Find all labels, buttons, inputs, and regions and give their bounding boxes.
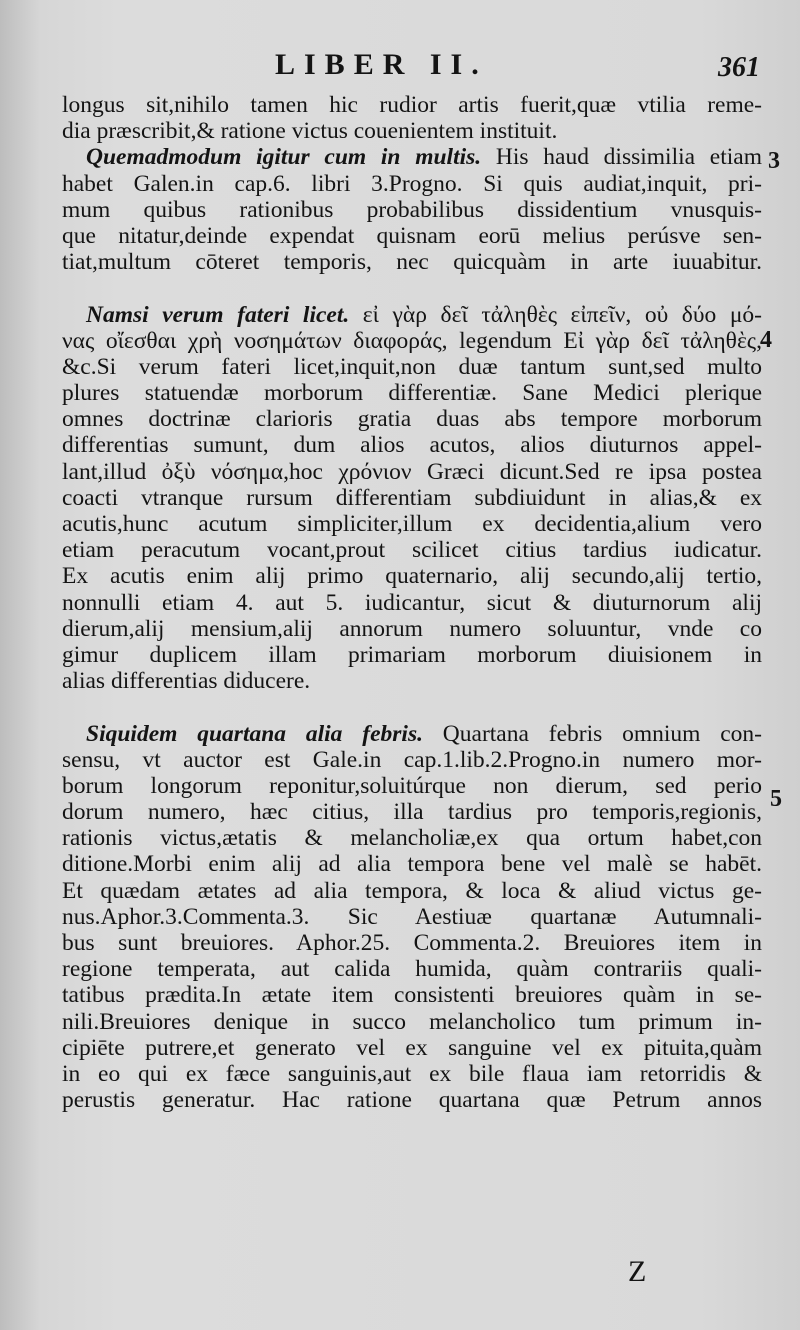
text-line: ditione.Morbi enim alij ad alia tempora bene vel malè se habēt. [62,851,762,878]
text-line: Et quædam ætates ad alia tempora, & loca & aliud victus ge- [62,877,762,904]
text-span: His haud dissimilia etiam [481,144,762,171]
text-line: &c.Si verum fateri licet,inquit,non duæ tantum sunt,sed multo [62,353,762,380]
text-line [62,144,762,170]
text-span: εἰ γὰρ δεῖ τἀληθὲς εἰπεῖν, οὐ δύο μό- [349,301,762,328]
text-line: Ex acutis enim alij primo quaternario, alij secundo,alij tertio, [62,563,762,590]
paragraph-gap [62,275,762,301]
text-line: perustis generatur. Hac ratione quartana quæ Petrum annos [62,1087,762,1114]
marginal-number: 4 [760,327,772,353]
text-line: bus sunt breuiores. Aphor.25. Commenta.2. Breuiores item in [62,930,762,956]
text-line: lant,illud ὀξὺ νόσημα,hoc χρόνιον Græci dicunt.Sed re ipsa postea [62,458,762,485]
marginal-number: 3 [768,148,780,174]
running-title: LIBER II. [275,48,488,81]
text-line: in eo qui ex fæce sanguinis,aut ex bile flaua iam retorridis & [62,1060,762,1087]
text-line: habet Galen.in cap.6. libri 3.Progno. Si quis audiat,inquit, pri- [62,170,762,197]
page-number: 361 [718,52,760,83]
text-line: omnes doctrinæ clarioris gratia duas abs tempore morborum [62,406,762,433]
body-text [62,92,762,1113]
text-line [62,302,762,328]
text-line: acutis,hunc acutum simpliciter,illum ex decidentia,alium vero [62,511,762,537]
lemma: Namsi verum fateri licet. [86,301,350,328]
text-line: nili.Breuiores denique in succo melancholico tum primum in- [62,1008,762,1035]
text-line: regione temperata, aut calida humida, quàm contrariis quali- [62,956,762,983]
text-line [62,721,762,747]
text-line: alias differentias diducere. [62,668,311,695]
text-line: νας οἴεσθαι χρὴ νοσημάτων διαφοράς, legendum Εἰ γὰρ δεῖ τἀληθὲς, [62,327,762,354]
text-line: cipiēte putrere,et generato vel ex sanguine vel ex pituita,quàm [62,1034,762,1061]
text-line: etiam peracutum vocant,prout scilicet citius tardius iudicatur. [62,537,762,564]
marginal-number: 5 [770,786,782,812]
text-line: sensu, vt auctor est Gale.in cap.1.lib.2.Progno.in numero mor- [62,746,762,773]
text-span: Quartana febris omnium con- [422,720,762,747]
paragraph-gap [62,694,762,720]
text-line: dia præscribit,& ratione victus couenientem instituit. [62,118,558,145]
text-line: coacti vtranque rursum differentiam subdiuidunt in alias,& ex [62,484,762,511]
catchword: Z [628,1255,647,1288]
text-line: mum quibus rationibus probabilibus dissidentium vnusquis- [62,196,762,223]
text-line: plures statuendæ morborum differentiæ. Sane Medici plerique [62,380,762,407]
text-line: differentias sumunt, dum alios acutos, alios diuturnos appel- [62,432,762,459]
text-line: tiat,multum cōteret temporis, nec quicquàm in arte iuuabitur. [62,249,762,276]
lemma: Siquidem quartana alia febris. [86,720,423,747]
text-line: dorum numero, hæc citius, illa tardius pro temporis,regionis, [62,799,762,826]
lemma: Quemadmodum igitur cum in multis. [86,144,482,171]
text-line: dierum,alij mensium,alij annorum numero soluuntur, vnde co [62,615,762,642]
text-line: nonnulli etiam 4. aut 5. iudicantur, sicut & diuturnorum alij [62,589,762,616]
text-line: que nitatur,deinde expendat quisnam eorū melius perúsve sen- [62,222,762,249]
text-line: rationis victus,ætatis & melancholiæ,ex qua ortum habet,con [62,825,762,852]
running-head [0,44,800,84]
text-line: longus sit,nihilo tamen hic rudior artis fuerit,quæ vtilia reme- [62,92,762,118]
text-line: tatibus prædita.In ætate item consistenti breuiores quàm in se- [62,982,762,1009]
text-line: nus.Aphor.3.Commenta.3. Sic Aestiuæ quartanæ Autumnali- [62,903,762,930]
text-line: borum longorum reponitur,soluitúrque non dierum, sed perio [62,772,762,799]
text-line: gimur duplicem illam primariam morborum diuisionem in [62,641,762,668]
